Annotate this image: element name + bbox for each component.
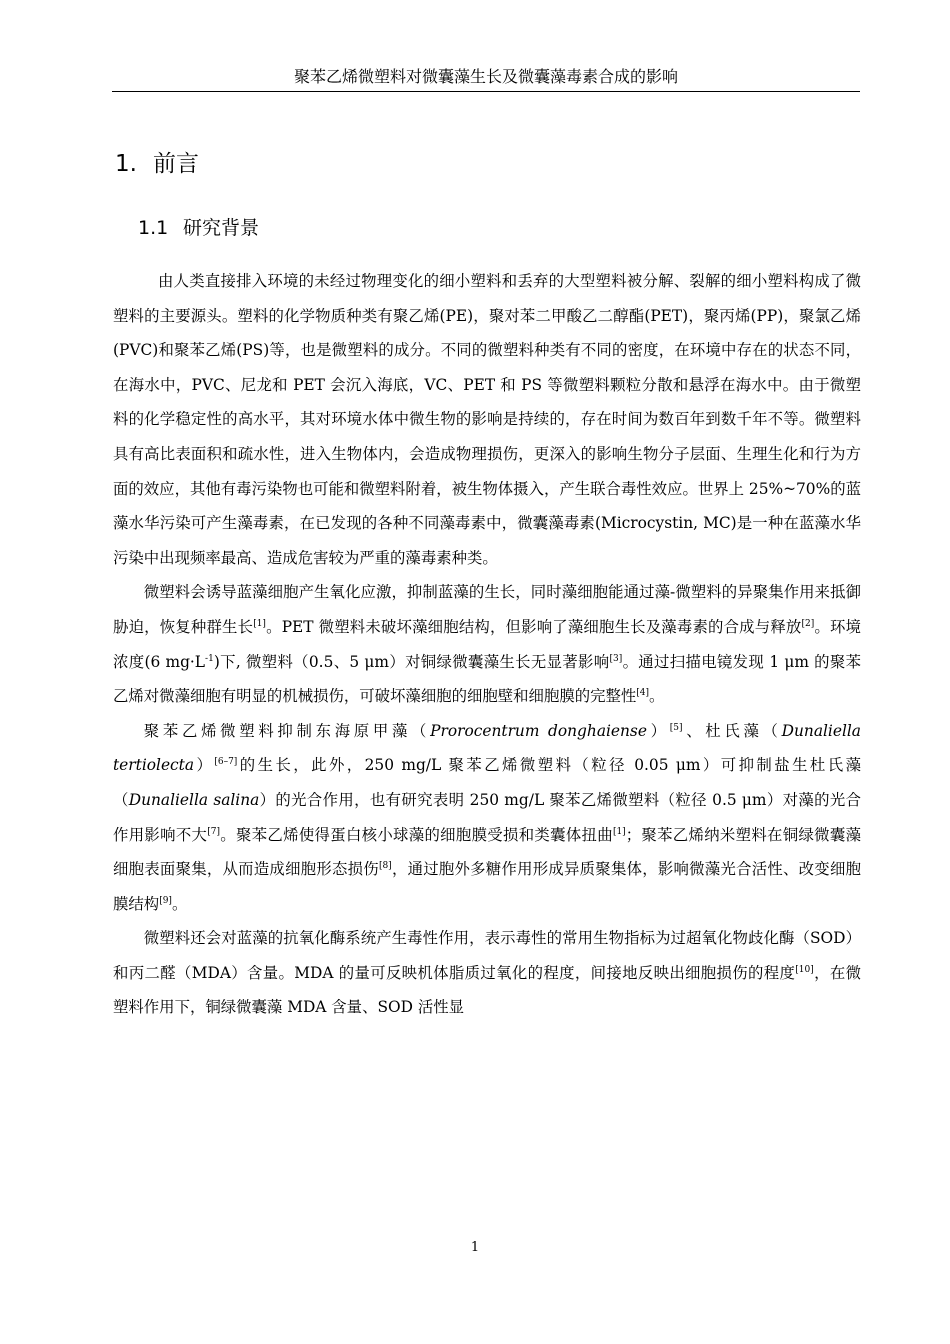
- text-run: ，在微塑料作用下，铜绿微囊藻 MDA 含量、SOD 活性显: [113, 963, 861, 1017]
- citation: [7]: [207, 826, 220, 837]
- text-run: 。通过扫描电镜发现 1 μm 的聚苯乙烯对微藻细胞有明显的机械损伤，可破坏藻细胞的细胞壁和细胞膜的完整性: [113, 652, 861, 706]
- citation: [4]: [636, 688, 650, 698]
- species-name: Dunaliella salina: [128, 790, 260, 809]
- species-name: Dunaliella tertiolecta: [113, 721, 861, 775]
- text-run: )下, 微塑料（0.5、5 μm）对铜绿微囊藻生长无显著影响: [213, 652, 610, 671]
- text-run: 的生长，此外，250 mg/L 聚苯乙烯微塑料（粒径 0.05 μm）可抑制盐生杜氏藻（: [113, 756, 861, 809]
- text-run: 微塑料会诱导蓝藻细胞产生氧化应激，抑制蓝藻的生长，同时藻细胞能通过藻-微塑料的异聚集作用来抵御胁迫，恢复种群生长: [113, 583, 861, 636]
- text-run: 聚苯乙烯微塑料抑制东海原甲藻（: [143, 721, 431, 740]
- subsection-title: 研究背景: [183, 217, 260, 239]
- citation: [5]: [669, 722, 683, 733]
- subsection-heading: [138, 214, 259, 242]
- text-run: ）: [194, 756, 215, 775]
- citation: [3]: [609, 653, 623, 664]
- paragraph-3: [113, 714, 861, 922]
- running-header: 聚苯乙烯微塑料对微囊藻生长及微囊藻毒素合成的影响: [112, 66, 860, 92]
- text-run: ）的光合作用，也有研究表明 250 mg/L 聚苯乙烯微塑料（粒径 0.5 μm）对藻的光合作用影响不大: [113, 790, 861, 844]
- text-run: 。聚苯乙烯使得蛋白核小球藻的细胞膜受损和类囊体扭曲: [219, 825, 613, 844]
- citation: [8]: [378, 860, 392, 871]
- citation: [10]: [795, 964, 814, 975]
- paragraph-4: [113, 921, 861, 1025]
- section-heading: [115, 148, 199, 180]
- citation: [9]: [159, 895, 172, 906]
- species-name: Prorocentrum donghaiense: [430, 721, 647, 740]
- text-run: 微塑料还会对蓝藻的抗氧化酶系统产生毒性作用，表示毒性的常用生物指标为过超氧化物歧化酶（SOD）和丙二醛（MDA）含量。MDA 的量可反映机体脂质过氧化的程度，间接地反映出细胞损伤的程度: [113, 929, 861, 982]
- citation: [2]: [801, 618, 815, 629]
- citation: [1]: [612, 826, 626, 837]
- citation: [6–7]: [214, 757, 238, 768]
- page-number: 1: [470, 1240, 480, 1255]
- text-run: ，通过胞外多糖作用形成异质聚集体，影响微藻光合活性、改变细胞膜结构: [113, 860, 861, 913]
- text-run: 。: [649, 687, 665, 706]
- paragraph-2: [113, 575, 861, 713]
- body-text: [113, 264, 861, 1025]
- exponent: -1: [205, 653, 214, 664]
- text-run: ）: [646, 721, 670, 740]
- paragraph-1: 由人类直接排入环境的未经过物理变化的细小塑料和丢弃的大型塑料被分解、裂解的细小塑料构成了微塑料的主要源头。塑料的化学物质种类有聚乙烯(PE)，聚对苯二甲酸乙二醇酯(PET)，聚丙烯(PP)，聚氯乙烯(PVC)和聚苯乙烯(PS)等，也是微塑料的成分。不同的微塑料种类有不同的密度，在环境中存在的状态不同，在海水中，PVC、尼龙和 PET 会沉入海底，VC、PET 和 PS 等微塑料颗粒分散和悬浮在海水中。由于微塑料的化学稳定性的高水平，其对环境水体中微生物的影响是持续的，存在时间为数百年到数千年不等。微塑料具有高比表面积和疏水性，进入生物体内，会造成物理损伤，更深入的影响生物分子层面、生理生化和行为方面的效应，其他有毒污染物也可能和微塑料附着，被生物体摄入，产生联合毒性效应。世界上 25%~70%的蓝藻水华污染可产生藻毒素，在已发现的各种不同藻毒素中，微囊藻毒素(Microcystin, MC)是一种在蓝藻水华污染中出现频率最高、造成危害较为严重的藻毒素种类。: [113, 272, 862, 567]
- section-number: 1.: [115, 151, 137, 177]
- text-run: 、杜氏藻（: [682, 721, 782, 740]
- subsection-number: 1.1: [138, 217, 169, 239]
- section-title: 前言: [153, 151, 199, 177]
- text-run: 。环境浓度(6 mg·L: [113, 617, 861, 671]
- text-run: 。: [171, 894, 188, 913]
- text-run: 。PET 微塑料未破坏藻细胞结构，但影响了藻细胞生长及藻毒素的合成与释放: [265, 617, 802, 636]
- text-run: ；聚苯乙烯纳米塑料在铜绿微囊藻细胞表面聚集，从而造成细胞形态损伤: [113, 825, 861, 879]
- citation: [1]: [253, 618, 266, 629]
